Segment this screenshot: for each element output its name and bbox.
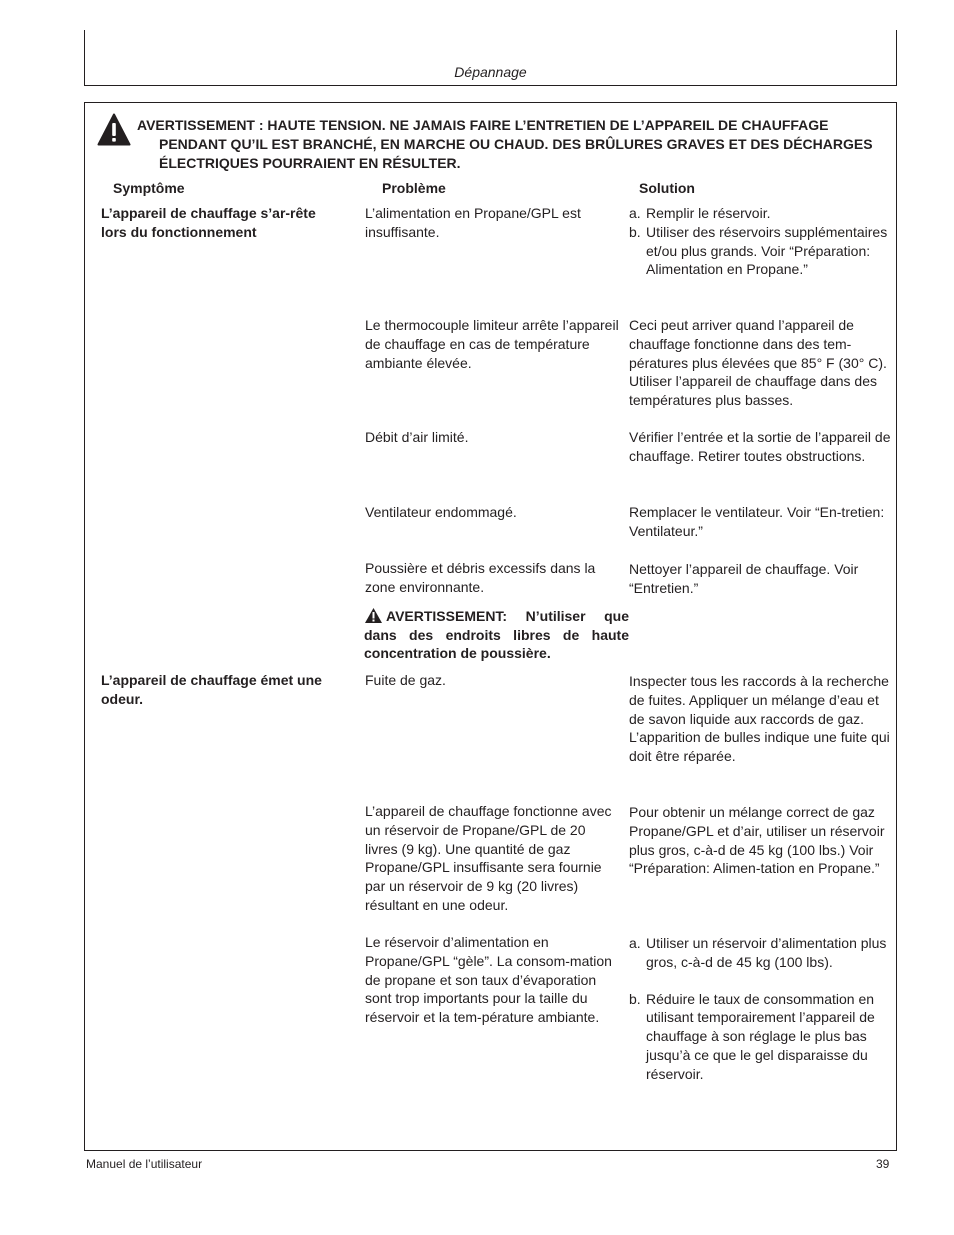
problem-small-tank: L’appareil de chauffage fonctionne avec un réservoir de Propane/GPL de 20 livres (9 kg). Une quantité de gaz Propane/GPL insuffisante sera fournie par un réservoir de 9 kg (20 livres) résultant en une odeur. (365, 803, 612, 913)
high-voltage-warning: AVERTISSEMENT : HAUTE TENSION. NE JAMAIS FAIRE L’ENTRETIEN DE L’APPAREIL DE CHAUFFAGE PENDANT QU’IL EST BRANCHÉ, EN MARCHE OU CHAUD. DES BRÛLURES GRAVES ET DES DÉCHARGES ÉLECTRIQUES POURRAIENT EN RÉSULTER. (137, 117, 873, 171)
header-rule-bottom (84, 85, 897, 86)
footer-page-number: 39 (876, 1157, 890, 1171)
problem-tank-freeze: Le réservoir d’alimentation en Propane/GPL “gèle”. La consom-mation de propane et son taux d’évaporation sont trop importants pour la taille du réservoir et la tem-pérature ambiante. (365, 934, 612, 1026)
column-header-symptom: Symptôme (113, 180, 185, 196)
solution-fan: Remplacer le ventilateur. Voir “En-tretien: Ventilateur.” (629, 504, 885, 539)
section-title: Dépannage (454, 64, 527, 80)
footer-manual-title: Manuel de l’utilisateur (86, 1157, 203, 1171)
symptom-odor: L’appareil de chauffage émet une odeur. (101, 672, 322, 707)
dust-warning: AVERTISSEMENT: N’utiliser que dans des endroits libres de haute concentration de poussière. (364, 608, 629, 661)
problem-dust: Poussière et débris excessifs dans la zone environnante. (365, 560, 596, 595)
problem-airflow: Débit d’air limité. (365, 429, 469, 445)
problem-thermocouple: Le thermocouple limiteur arrête l’appareil de chauffage en cas de température ambiante élevée. (365, 317, 619, 371)
solution-tank-freeze: a. Utiliser un réservoir d’alimentation plus gros, c-à-d de 45 kg (100 lbs). b. Réduire le taux de consommation en utilisant temporairement l’appareil de chauffage à son réglage le plus bas jusqu’à ce que le gel disparaisse du réservoir. (629, 935, 887, 1082)
warning-triangle-icon (97, 113, 131, 147)
problem-low-supply: L’alimentation en Propane/GPL est insuffisante. (365, 205, 581, 240)
column-header-solution: Solution (639, 180, 695, 196)
solution-dust: Nettoyer l’appareil de chauffage. Voir “Entretien.” (629, 561, 859, 596)
warning-triangle-icon (364, 607, 383, 624)
solution-small-tank: Pour obtenir un mélange correct de gaz Propane/GPL et d’air, utiliser un réservoir plus gros, c-à-d de 45 kg (100 lbs.) Voir “Préparation: Alimen-tation en Propane.” (629, 804, 885, 877)
symptom-shuts-off: L’appareil de chauffage s’ar-rête lors du fonctionnement (101, 205, 316, 240)
solution-gas-leak: Inspecter tous les raccords à la recherche de fuites. Appliquer un mélange d’eau et de savon liquide aux raccords de gaz. L’apparition de bulles indique une fuite qui doit être réparée. (629, 673, 890, 765)
column-header-problem: Problème (382, 180, 446, 196)
solution-thermocouple: Ceci peut arriver quand l’appareil de chauffage fonctionne dans des tem-pératures plus élevées que 85° F (30° C). Utiliser l’appareil de chauffage dans des températures plus basses. (629, 317, 887, 409)
solution-low-supply: a. Remplir le réservoir. b. Utiliser des réservoirs supplémentaires et/ou plus grands. Voir “Préparation: Alimentation en Propane.” (629, 205, 888, 278)
solution-airflow: Vérifier l’entrée et la sortie de l’appareil de chauffage. Retirer toutes obstructions. (629, 429, 891, 464)
problem-gas-leak: Fuite de gaz. (365, 672, 446, 688)
problem-fan: Ventilateur endommagé. (365, 504, 517, 520)
